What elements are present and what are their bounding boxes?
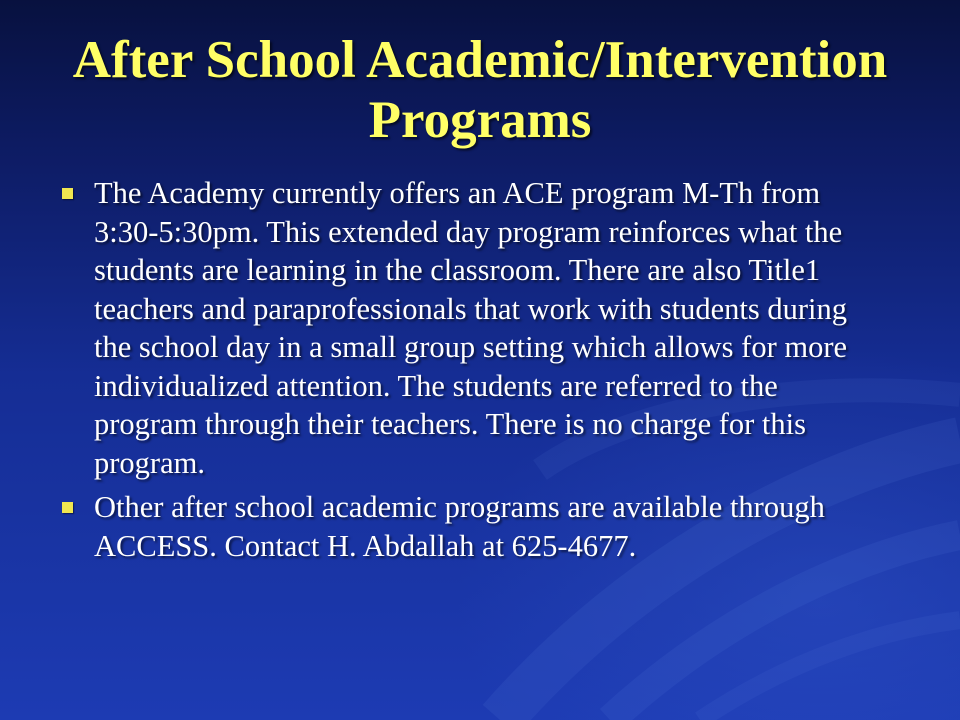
bullet-list bbox=[94, 174, 869, 565]
bullet-item bbox=[94, 488, 869, 565]
bullet-item bbox=[94, 174, 869, 482]
square-bullet-icon bbox=[62, 502, 73, 513]
bullet-text: The Academy currently offers an ACE program M-Th from 3:30-5:30pm. This extended day program reinforces what the students are learning in the classroom. There are also Title1 teachers and paraprofessionals that work with students during the school day in a small group setting which allows for more individualized attention. The students are referred to the program through their teachers. There is no charge for this program. bbox=[94, 176, 848, 480]
square-bullet-icon bbox=[62, 188, 73, 199]
slide-title: After School Academic/Intervention Programs bbox=[72, 31, 888, 149]
bullet-text: Other after school academic programs are available through ACCESS. Contact H. Abdallah at 625-4677. bbox=[94, 490, 825, 563]
